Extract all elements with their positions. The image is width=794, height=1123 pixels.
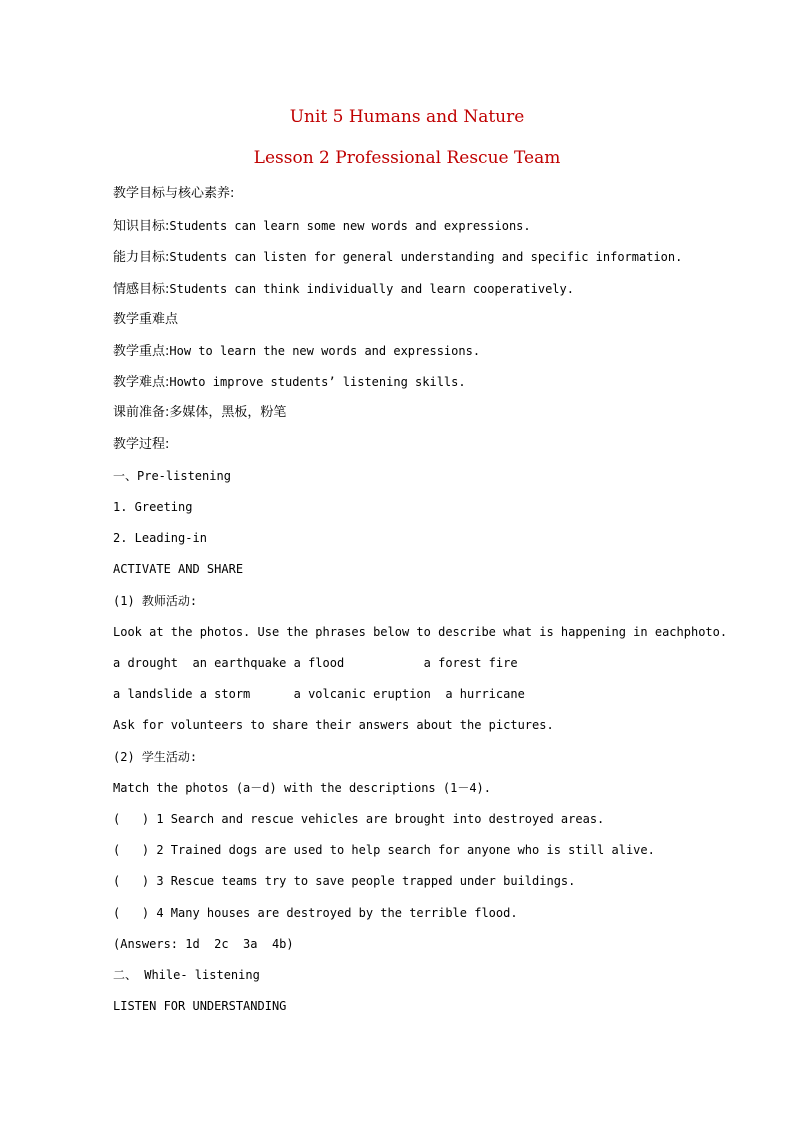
- preparation-label: 课前准备:: [113, 405, 170, 420]
- knowledge-label: 知识目标:: [113, 219, 170, 234]
- teaching-focus: [113, 343, 480, 360]
- student-activity-label: (2) 学生活动:: [113, 750, 198, 764]
- emotion-objective: [113, 281, 574, 298]
- share-instruction: Ask for volunteers to share their answers about the pictures.: [113, 718, 554, 732]
- process-heading: 教学过程:: [113, 437, 170, 452]
- section-while-listening: 二、 While- listening: [113, 968, 260, 982]
- focus-label: 教学重点:: [113, 344, 170, 359]
- phrases-row-2: a landslide a storm a volcanic eruption a hurricane: [113, 687, 525, 701]
- emotion-text: Students can think individually and learn cooperatively.: [169, 282, 574, 296]
- difficulty-label: 教学难点:: [113, 375, 170, 390]
- match-item: ( ) 3 Rescue teams try to save people trapped under buildings.: [113, 874, 576, 888]
- match-item: ( ) 1 Search and rescue vehicles are brought into destroyed areas.: [113, 812, 605, 826]
- phrases-row-1: a drought an earthquake a flood a forest fire: [113, 656, 518, 670]
- teacher-instruction: Look at the photos. Use the phrases below to describe what is happening in eachphoto.: [113, 625, 728, 639]
- knowledge-objective: [113, 218, 531, 235]
- difficulty-text: Howto improve students’ listening skills.: [169, 375, 466, 389]
- ability-label: 能力目标:: [113, 250, 170, 265]
- preparation: [113, 405, 286, 421]
- preparation-text: 多媒体，黑板，粉笔: [169, 405, 287, 420]
- unit-title: Unit 5 Humans and Nature: [289, 107, 525, 127]
- teaching-difficulty: [113, 374, 466, 391]
- ability-text: Students can listen for general understanding and specific information.: [169, 250, 683, 264]
- emotion-label: 情感目标:: [113, 282, 170, 297]
- key-points-heading: 教学重难点: [113, 312, 179, 327]
- match-item: ( ) 4 Many houses are destroyed by the terrible flood.: [113, 906, 518, 920]
- ability-objective: [113, 249, 682, 266]
- knowledge-text: Students can learn some new words and expressions.: [169, 219, 531, 233]
- listen-for-understanding: LISTEN FOR UNDERSTANDING: [113, 999, 287, 1013]
- step-leading-in: 2. Leading-in: [113, 531, 207, 545]
- lesson-title: Lesson 2 Professional Rescue Team: [253, 148, 561, 168]
- focus-text: How to learn the new words and expressions.: [169, 344, 481, 358]
- step-greeting: 1. Greeting: [113, 500, 193, 514]
- objectives-heading: 教学目标与核心素养:: [113, 186, 235, 201]
- match-instruction: Match the photos (a－d) with the descriptions (1－4).: [113, 781, 492, 795]
- match-item: ( ) 2 Trained dogs are used to help search for anyone who is still alive.: [113, 843, 655, 857]
- teacher-activity-label: (1) 教师活动:: [113, 594, 198, 608]
- answers: (Answers: 1d 2c 3a 4b): [113, 937, 294, 951]
- section-pre-listening: 一、Pre-listening: [113, 469, 231, 483]
- activate-and-share: ACTIVATE AND SHARE: [113, 562, 244, 576]
